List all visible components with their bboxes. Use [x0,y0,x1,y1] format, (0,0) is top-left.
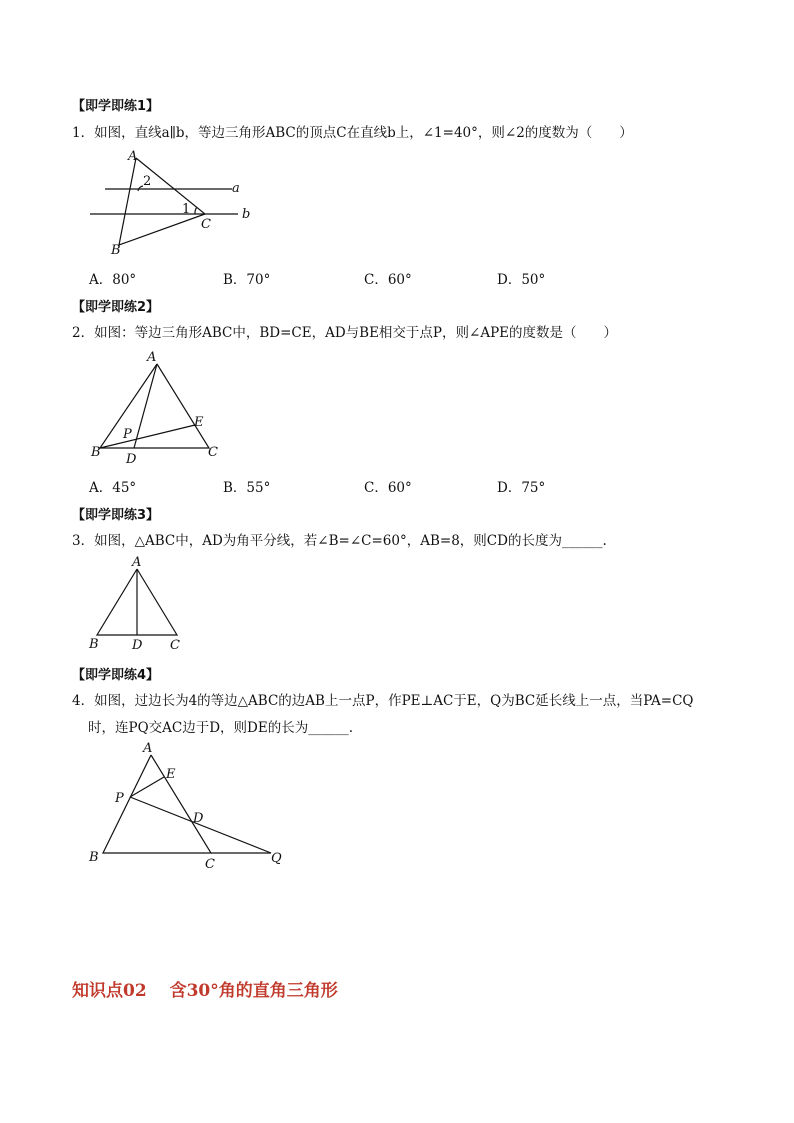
label-angle-1: 1 [182,202,191,217]
label-A: A [147,350,157,365]
label-D: D [193,811,204,826]
q4-figure [85,740,295,875]
q1-option-a[interactable]: A．80° [89,272,137,288]
label-B: B [91,445,101,460]
label-b: b [242,207,251,222]
label-B: B [89,850,99,865]
label-B: B [111,243,121,258]
q3-heading: 【即学即练3】 [72,508,160,523]
label-P: P [123,427,132,442]
label-angle-2: 2 [143,174,152,189]
q1-option-d[interactable]: D．50° [497,272,546,288]
segment-be [100,425,195,448]
q4-text-line1: 4．如图，过边长为4的等边△ABC的边AB上一点P，作PE⊥AC于E，Q为BC延长线上一点，当PA=CQ [72,693,694,709]
label-P: P [115,791,124,806]
q2-option-d[interactable]: D．75° [497,480,546,496]
q3-figure [85,553,195,655]
label-C: C [170,638,180,653]
label-C: C [205,857,215,872]
label-E: E [194,415,204,430]
label-A: A [143,741,153,756]
label-E: E [166,767,176,782]
q2-heading: 【即学即练2】 [72,300,160,315]
q2-text: 2．如图：等边三角形ABC中，BD=CE，AD与BE相交于点P，则∠APE的度数是（ ） [72,325,618,341]
angle-1-arc [195,207,197,214]
label-D: D [132,638,143,653]
q2-figure [85,346,230,466]
label-Q: Q [271,851,282,866]
q1-text: 1．如图，直线a∥b，等边三角形ABC的顶点C在直线b上，∠1=40°，则∠2的度数为（ ） [72,125,633,141]
q2-option-b[interactable]: B．55° [223,480,271,496]
label-A: A [132,555,142,570]
q1-option-b[interactable]: B．70° [223,272,271,288]
label-C: C [201,217,211,232]
q1-option-c[interactable]: C．60° [364,272,412,288]
label-D: D [126,452,137,466]
label-a: a [232,181,240,196]
q2-option-a[interactable]: A．45° [89,480,137,496]
label-B: B [89,637,99,652]
section-title: 知识点02 含30°角的直角三角形 [72,981,338,1001]
q4-text-line2: 时，连PQ交AC边于D，则DE的长为______. [88,720,354,736]
q1-heading: 【即学即练1】 [72,99,160,114]
label-A: A [128,149,138,164]
label-C: C [208,445,218,460]
q2-option-c[interactable]: C．60° [364,480,412,496]
q3-text: 3．如图，△ABC中，AD为角平分线，若∠B=∠C=60°，AB=8，则CD的长度为______. [72,533,607,549]
triangle-abc [119,158,205,245]
q4-heading: 【即学即练4】 [72,668,160,683]
q1-figure [85,148,265,260]
